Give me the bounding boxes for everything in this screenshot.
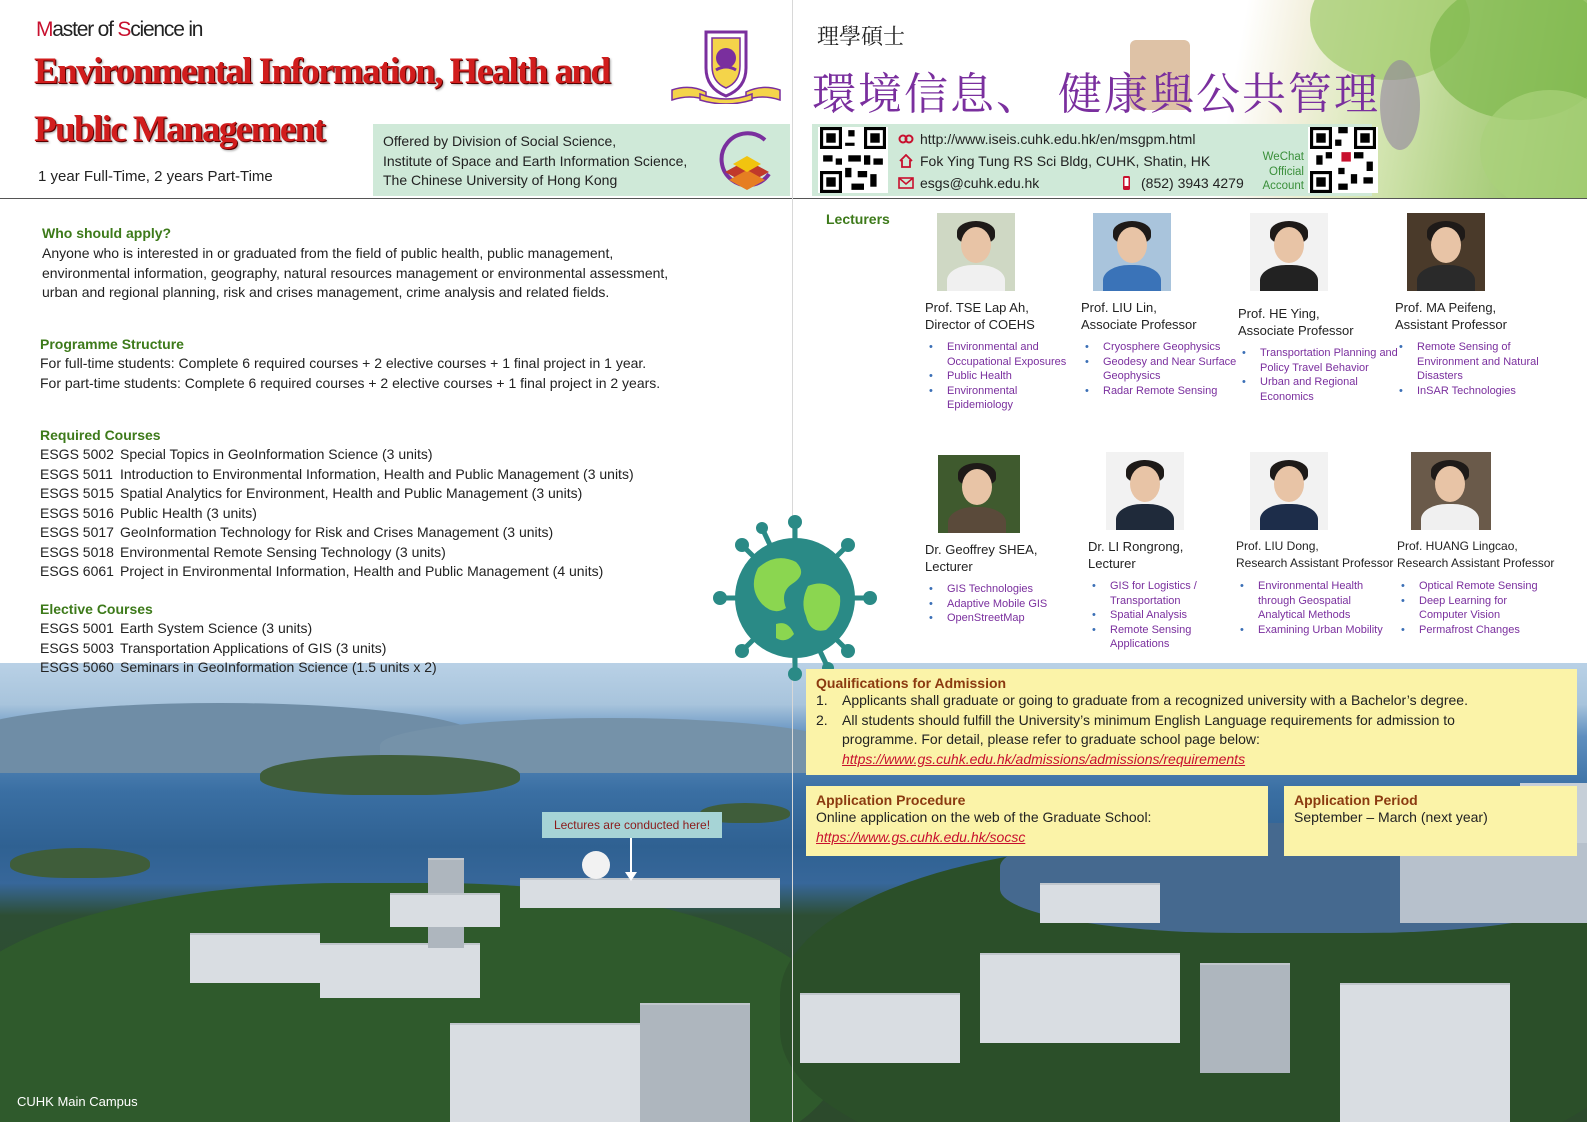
lecturer-name: Prof. HUANG Lingcao, [1397,539,1518,553]
course-code: ESGS 5011 [40,465,113,482]
offered-line2: Institute of Space and Earth Information Science, [383,152,688,169]
photo-building [640,1003,750,1122]
research-area: • Environmental Epidemiology [925,384,1085,413]
lecturer-title: Associate Professor [1238,323,1354,338]
painting-figures [1380,60,1420,150]
lecturer-name: Prof. LIU Lin, [1081,300,1157,315]
photo-building [390,893,500,927]
photo-clothes [1260,265,1318,291]
research-area: • GIS Technologies [925,582,1085,597]
lecturer-photo [938,455,1020,533]
lecturer-name: Prof. LIU Dong, [1236,539,1319,553]
campus-caption: CUHK Main Campus [17,1094,138,1109]
qr-code-icon [1308,127,1378,193]
location-arrow-head [625,872,637,881]
period-box [1284,786,1577,856]
email-link[interactable]: esgs@cuhk.edu.hk [920,175,1040,191]
research-area: • Adaptive Mobile GIS [925,597,1085,612]
lecturer-name-block [1395,299,1555,333]
who-line3: urban and regional planning, risk and crises management, crime analysis and related fields. [42,284,610,300]
structure-line1: For full-time students: Complete 6 required courses + 2 elective courses + 1 final project in 1 year. [40,355,647,371]
structure-line2: For part-time students: Complete 6 required courses + 2 elective courses + 1 final project in 2 years. [40,374,661,391]
research-area: • Deep Learning for Computer Vision [1397,594,1557,623]
lecturer-card [1081,213,1241,398]
lecturer-card [1238,213,1398,404]
chinese-degree-label: 理學碩士 [817,25,906,50]
home-icon [898,154,914,168]
course-name: Transportation Applications of GIS (3 units) [120,639,387,656]
procedure-text: Online application on the web of the Graduate School: [816,809,1152,825]
lecturer-card [925,213,1085,413]
who-heading: Who should apply? [42,225,172,241]
photo-clothes [1421,504,1479,530]
item-text: All students should fulfill the University’s minimum English Language requirements for admission to [842,711,1455,728]
website-link[interactable]: http://www.iseis.cuhk.edu.hk/en/msgpm.html [920,131,1196,147]
duration-text: 1 year Full-Time, 2 years Part-Time [38,168,273,185]
location-arrow [630,838,632,876]
admission-item [816,711,1567,770]
photo-clothes [948,507,1006,533]
course-name: Special Topics in GeoInformation Science (3 units) [120,446,433,462]
item-number: 1. [816,692,828,708]
lecturer-name-block [925,541,1085,575]
lecturer-card [925,455,1085,626]
item-text: programme. For detail, please refer to graduate school page below: [842,731,1260,747]
research-area: • Geodesy and Near Surface Geophysics [1081,355,1241,384]
lecturer-title: Assistant Professor [1395,317,1507,332]
course-code: ESGS 5015 [40,485,114,501]
course-row [40,465,634,485]
lecturer-name: Prof. MA Peifeng, [1395,300,1497,315]
lecturer-name-block [1081,299,1241,333]
course-name: Introduction to Environmental Information, Health and Public Management (3 units) [120,465,634,482]
wechat-line3: Account [1262,180,1304,192]
lecturer-card [1397,452,1557,637]
offered-by-panel [373,124,813,196]
required-heading: Required Courses [40,427,161,443]
research-area: • InSAR Technologies [1395,384,1555,399]
requirements-link[interactable]: https://www.gs.cuhk.edu.hk/admissions/admissions/requirements [842,750,1246,767]
lecturer-name: Dr. Geoffrey SHEA, [925,542,1038,557]
phone-icon [1118,176,1134,190]
cuhk-crest-logo [670,28,782,104]
photo-face [1431,227,1461,263]
master-m: M [36,18,53,41]
offered-line3: The Chinese University of Hong Kong [383,172,618,188]
photo-face [1274,466,1304,502]
lecturer-name-block [1236,538,1396,572]
structure-text [40,354,660,393]
research-area: • Remote Sensing Applications [1088,623,1248,652]
course-row [40,484,634,504]
photo-clothes [947,265,1005,291]
lecturer-title: Director of COEHS [925,317,1035,332]
course-name: Public Health (3 units) [120,504,257,521]
photo-building [190,933,320,983]
photo-building [520,878,780,908]
who-text [42,244,668,303]
research-area: • Optical Remote Sensing [1397,579,1557,594]
lecturer-card [1236,452,1396,637]
master-suffix: cience in [130,18,203,41]
photo-face [1130,466,1160,502]
research-areas [1081,340,1241,398]
course-code: ESGS 6061 [40,563,114,579]
photo-clothes [1116,504,1174,530]
who-line2: environmental information, geography, natural resources management or environmental assessment, [42,264,669,281]
address-text: Fok Ying Tung RS Sci Bldg, CUHK, Shatin, HK [920,153,1211,169]
lecturer-title: Lecturer [925,559,973,574]
master-rest: aster of [52,18,118,41]
photo-building [800,993,960,1063]
period-text: September – March (next year) [1294,809,1488,825]
required-course-list [40,445,634,582]
research-area: • Urban and Regional Economics [1238,375,1398,404]
elective-heading: Elective Courses [40,601,153,617]
mail-icon [898,176,914,190]
contact-panel [812,124,1372,196]
research-area: • OpenStreetMap [925,611,1085,626]
photo-face [1274,227,1304,263]
lecturer-title: Associate Professor [1081,317,1197,332]
link-icon [898,132,914,146]
lecturer-photo [1093,213,1171,291]
degree-label [36,18,202,42]
photo-clothes [1417,265,1475,291]
research-area: • GIS for Logistics / Transportation [1088,579,1248,608]
header-right [790,0,1587,198]
course-row [40,504,634,524]
course-row [40,543,634,563]
programme-title-line1: Environmental Information, Health and [34,51,610,92]
application-link[interactable]: https://www.gs.cuhk.edu.hk/socsc [816,828,1026,845]
course-code: ESGS 5003 [40,639,114,656]
photo-face [1435,466,1465,502]
course-code: ESGS 5016 [40,504,114,521]
course-name: Seminars in GeoInformation Science (1.5 units x 2) [120,659,437,675]
course-row [40,562,634,582]
course-name: Earth System Science (3 units) [120,620,313,636]
course-row [40,658,437,678]
research-area: • Cryosphere Geophysics [1081,340,1241,355]
qr-code-icon [818,127,888,193]
lecturer-title: Research Assistant Professor [1397,556,1555,570]
qr-code-website[interactable] [818,127,888,193]
research-areas [1088,579,1248,652]
photo-clothes [1103,265,1161,291]
offered-line1: Offered by Division of Social Science, [383,133,617,149]
course-name: Spatial Analytics for Environment, Health and Public Management (3 units) [120,485,583,501]
lecturer-name-block [925,299,1085,333]
virus-globe-illustration [700,512,890,684]
research-areas [1397,579,1557,637]
structure-heading: Programme Structure [40,336,184,352]
course-row [40,523,634,543]
photo-building [1200,963,1290,1073]
lecturer-title: Research Assistant Professor [1236,556,1394,570]
lecturer-name: Dr. LI Rongrong, [1088,539,1184,554]
photo-building [1040,883,1160,923]
course-row [40,619,437,639]
item-text: Applicants shall graduate or going to graduate from a recognized university with a Bachelor’s degree. [842,692,1468,708]
course-row [40,639,437,659]
photo-face [962,469,992,505]
lecturers-heading: Lecturers [826,211,890,227]
research-areas [1238,346,1398,404]
course-name: Environmental Remote Sensing Technology (3 units) [120,543,446,560]
lecturer-photo [937,213,1015,291]
lecturer-photo [1106,452,1184,530]
qr-code-wechat[interactable] [1308,127,1378,193]
research-area: • Spatial Analysis [1088,608,1248,623]
course-name: GeoInformation Technology for Risk and Crises Management (3 units) [120,524,554,540]
research-area: • Remote Sensing of Environment and Natural Disasters [1395,340,1555,384]
admission-box [806,669,1577,775]
research-area: • Permafrost Changes [1397,623,1557,638]
header-divider [0,198,1587,199]
offered-by-text [383,132,687,191]
period-heading: Application Period [1294,792,1418,808]
research-area: • Environmental Health through Geospatial Analytical Methods [1236,579,1396,623]
research-areas [925,582,1085,626]
course-code: ESGS 5060 [40,659,114,675]
research-area: • Transportation Planning and Policy Travel Behavior [1238,346,1398,375]
who-line1: Anyone who is interested in or graduated from the field of public health, public management, [42,245,614,261]
course-code: ESGS 5018 [40,543,114,560]
admission-item [816,691,1567,711]
photo-building [320,943,480,998]
lecturer-name-block [1088,538,1248,572]
course-row [40,445,634,465]
photo-island [260,755,520,795]
lecturer-card [1395,213,1555,398]
course-code: ESGS 5002 [40,446,114,462]
research-area: • Radar Remote Sensing [1081,384,1241,399]
procedure-box [806,786,1268,856]
research-area: • Public Health [925,369,1085,384]
chinese-programme-title: 環境信息、 健康與公共管理 [812,69,1380,120]
photo-building [1340,983,1510,1122]
lecturer-photo [1407,213,1485,291]
procedure-heading: Application Procedure [816,792,966,808]
course-name: Project in Environmental Information, Health and Public Management (4 units) [120,563,604,579]
research-area: • Examining Urban Mobility [1236,623,1396,638]
lecturer-name-block [1238,305,1398,339]
lecturer-photo [1250,452,1328,530]
research-area: • Environmental and Occupational Exposures [925,340,1085,369]
course-code: ESGS 5001 [40,620,114,636]
wechat-label [1240,150,1304,194]
photo-clothes [1260,504,1318,530]
research-areas [925,340,1085,413]
iseis-logo [715,128,777,194]
course-code: ESGS 5017 [40,524,114,540]
lecturer-photo [1411,452,1491,530]
elective-course-list [40,619,437,678]
phone-number: (852) 3943 4279 [1141,175,1244,191]
item-number: 2. [816,711,828,728]
photo-island [10,848,150,878]
lecturer-title: Lecturer [1088,556,1136,571]
lecturer-photo [1250,213,1328,291]
lecturer-name: Prof. HE Ying, [1238,306,1320,321]
master-s: S [117,18,131,41]
photo-building [980,953,1180,1043]
wechat-line2: Official [1269,165,1304,178]
lecture-location-tag: Lectures are conducted here! [542,812,722,838]
programme-title-line2: Public Management [34,109,325,150]
admission-heading: Qualifications for Admission [816,675,1007,691]
lecturer-card [1088,452,1248,652]
research-areas [1236,579,1396,637]
wechat-line1: WeChat [1262,151,1304,163]
lecturer-name: Prof. TSE Lap Ah, [925,300,1029,315]
photo-face [961,227,991,263]
lecturer-name-block [1397,538,1557,572]
research-areas [1395,340,1555,398]
photo-face [1117,227,1147,263]
photo-radar-dome [582,851,610,879]
